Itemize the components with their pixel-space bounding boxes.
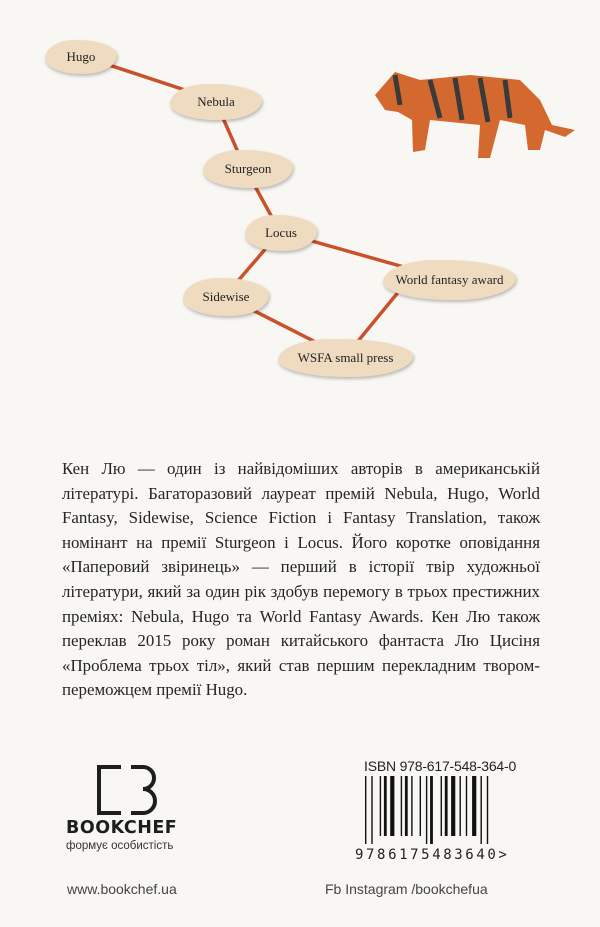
barcode-bar [472, 776, 476, 836]
barcode-bar [441, 776, 442, 836]
barcode-bar [390, 776, 394, 836]
barcode-digits: 9786175483640> [355, 847, 510, 863]
barcode-bar [380, 776, 381, 836]
isbn-label: ISBN 978-617-548-364-0 [364, 758, 517, 774]
barcode-bar [420, 776, 421, 836]
barcode-bar [365, 776, 366, 844]
node-locus: Locus [245, 215, 317, 251]
barcode-bar [411, 776, 412, 836]
node-sturgeon: Sturgeon [203, 150, 293, 188]
node-wsfa-small-press: WSFA small press [278, 339, 413, 377]
website-link[interactable]: www.bookchef.ua [67, 881, 177, 897]
barcode-bar [487, 776, 488, 844]
barcode-bar [466, 776, 467, 836]
origami-tiger-image [375, 72, 575, 158]
barcode-bar [460, 776, 461, 836]
book-description: Кен Лю — один із найвідоміших авторів в американській літературі. Багаторазовий лауреат премій Nebula, Hugo, World Fantasy, Sidewise, Science Fiction і Fantasy Translation, також номінант на премії Sturgeon і Locus. Його коротке оповідання «Паперовий звіринець» — перший в історії твір художньої літератури, який за один рік здобув перемогу в трьох престижних преміях: Nebula, Hugo та World Fantasy Awards. Кен Лю також переклав 2015 року роман китайського фантаста Лю Цисіня «Проблема трьох тіл», який став першим перекладним твором-переможцем премії Hugo. [62, 459, 540, 700]
node-hugo: Hugo [45, 40, 117, 74]
social-links[interactable]: Fb Instagram /bookchefua [325, 881, 488, 897]
barcode-bar [426, 776, 427, 844]
barcode-bar [401, 776, 402, 836]
node-sidewise: Sidewise [183, 278, 269, 316]
barcode-image [363, 776, 533, 844]
bookchef-logo-icon [97, 765, 161, 815]
node-nebula: Nebula [170, 84, 262, 120]
barcode-bar [451, 776, 455, 836]
barcode-bar [371, 776, 372, 844]
barcode-bar [384, 776, 387, 836]
publisher-tagline: формує особистість [66, 840, 174, 852]
barcode-bar [481, 776, 482, 844]
barcode-bar [405, 776, 408, 836]
barcode-bar [430, 776, 433, 844]
barcode-bar [445, 776, 448, 836]
node-world-fantasy-award: World fantasy award [383, 260, 516, 300]
publisher-name: BOOKCHEF [66, 818, 178, 838]
